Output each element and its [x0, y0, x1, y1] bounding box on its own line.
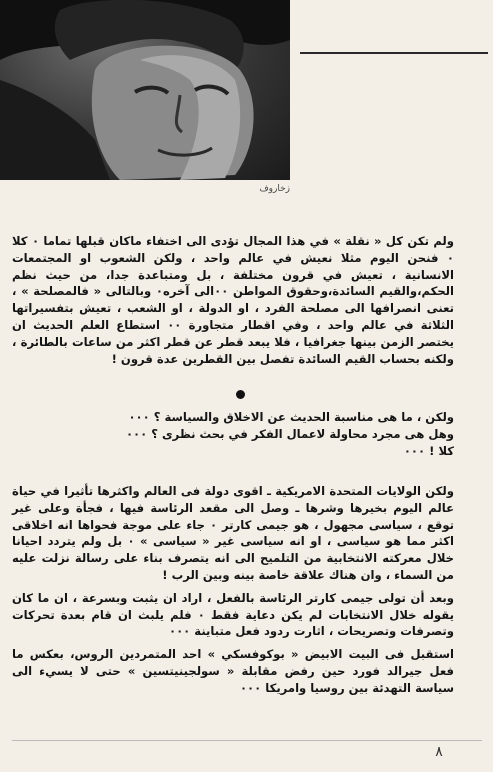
answer-no: كلا ! ٠٠٠ [403, 443, 454, 458]
question-2: وهل هى مجرد محاولة لاعمال الفكر في بحث نظرى ؟ ٠٠٠ [125, 426, 454, 441]
question-1: ولكن ، ما هى مناسبة الحديث عن الاخلاق والسياسة ؟ ٠٠٠ [128, 410, 454, 424]
photo-caption: زخاروف [259, 184, 290, 194]
section-bullet [236, 390, 245, 399]
header-rule [300, 52, 488, 54]
footer-rule [12, 740, 482, 741]
paragraph-text: ولم تكن كل « نقلة » في هذا المجال تؤدى الى اختفاء ماكان قبلها تماما ٠ كلا ٠ فنحن اليوم مثلا نعيش في عالم واحد ، ولكن الشعوب او المجتمعات الانسانية ، تعيش في قرون مختلفة ، بل ومتباعدة جدا، من حيث نظم الحكم،والقيم السائدة،وحقوق المواطن ٠٠الى آخره٠ وبالتالى « فالمصلحة » ، تعنى انصرافها الى مصلحة الفرد ، او الدولة ، او الشعب ، تعيش بتفسيراتها الثلاثة في عالم واحد ، وفي اقطار متجاورة ٠٠ استطاع العلم الحديث ان يختصر الزمن بينها جغرافيا ، فلا يبعد قطر عن قطر اكثر من ساعات بالطائرة ، ولكنه بحساب القيم السائدة تفصل بين القطرين عدة قرون ! [12, 234, 454, 366]
portrait-photo [0, 0, 290, 180]
paragraph-presidency: وبعد أن تولى جيمى كارتر الرئاسة بالفعل ، اراد ان يثبت وبسرعة ، ان ما كان يقوله خلال الانتخابات لم يكن دعاية فقط ٠ فلم يلبث ان قام بعدة تحركات وتصرفات وتصريحات ، اثارت ردود فعل متباينة ٠٠٠ [12, 590, 454, 639]
question-block [12, 409, 480, 459]
article-body [12, 483, 480, 697]
page-number: ٨ [435, 744, 443, 760]
paragraph-bukovsky: استقبل فى البيت الابيض « بوكوفسكي » احد المتمردين الروس، بعكس ما فعل جيرالد فورد حين رفض مقابلة « سولجينيتسين » حتى لا يسيء الى سياسة التهدئة بين روسيا وامريكا ٠٠٠ [12, 647, 454, 695]
paragraph-carter: ولكن الولايات المتحدة الامريكية ـ اقوى دولة فى العالم واكثرها تأثيرا في حياة عالم اليوم بخيرها وشرها ـ وصل الى مقعد الرئاسة فيها ، فجأة وعلى غير توقع ، سياسى مجهول ، هو جيمى كارتر ٠ جاء على موجة فحواها انه اخلاقى اكثر مما هو سياسى ، او انه سياسى غير « سياسى » ٠ بل ولم يتردد احيانا خلال معركته الانتخابية من التلميح الى انه يتصرف بناء على رسالة نزلت عليه من السماء ، وان هناك علاقة خاصة بينه وبين الرب ! [12, 484, 454, 582]
article-paragraph-1 [12, 233, 480, 367]
